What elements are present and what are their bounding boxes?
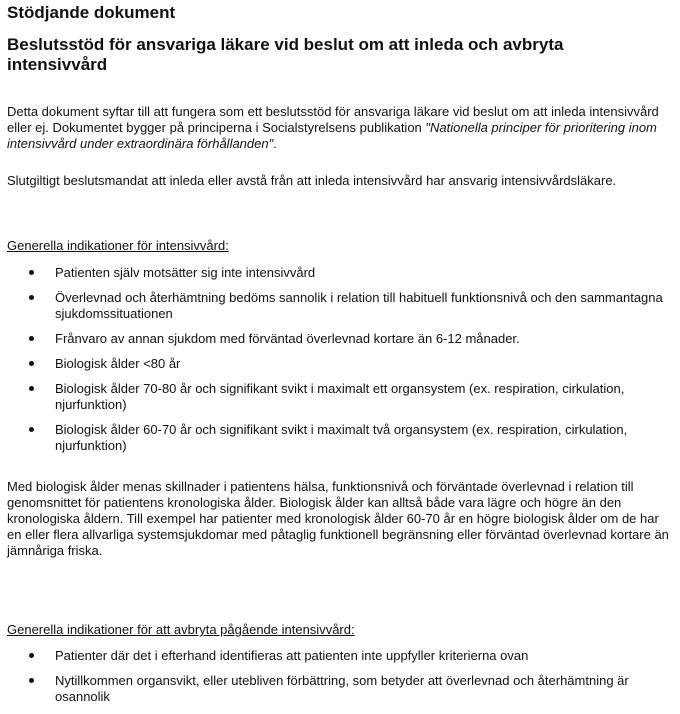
- indications-list: [7, 265, 673, 463]
- list-item: [7, 356, 673, 372]
- list-item-text: Patienten själv motsätter sig inte intensivvård: [55, 265, 316, 280]
- biological-age-paragraph: Med biologisk ålder menas skillnader i patientens hälsa, funktionsnivå och förväntade överlevnad i relation till genomsnittet för patientens kronologiska ålder. Biologisk ålder kan alltså både vara lägre och högre än den kronologiska åldern. Till exempel har patienter med kronologisk ålder 60-70 år en högre biologisk ålder om de har en eller flera allvarliga systemsjukdomar med påtaglig funktionell begränsning eller förväntad överlevnad kortare än jämnåriga friska.: [7, 479, 669, 558]
- discontinue-list: [7, 648, 673, 714]
- list-item: [7, 381, 673, 413]
- list-item-text: Frånvaro av annan sjukdom med förväntad överlevnad kortare än 6-12 månader.: [55, 331, 520, 346]
- intro-paragraph: [7, 104, 673, 152]
- list-item-text: Biologisk ålder <80 år: [55, 356, 181, 371]
- bullet-icon: [29, 270, 34, 275]
- list-item: [7, 265, 673, 281]
- section-heading-discontinue: Generella indikationer för att avbryta pågående intensivvård:: [7, 622, 355, 637]
- bullet-icon: [29, 361, 34, 366]
- document-title: Beslutsstöd för ansvariga läkare vid beslut om att inleda och avbryta intensivvård: [7, 35, 564, 74]
- list-item-text: Överlevnad och återhämtning bedöms sannolik i relation till habituell funktionsnivå och den sammantagna sjukdomssituationen: [55, 290, 663, 321]
- bullet-icon: [29, 653, 34, 658]
- list-item: [7, 422, 673, 454]
- list-item: [7, 673, 673, 705]
- intro-text: Detta dokument syftar till att fungera som ett beslutsstöd för ansvariga läkare vid beslut om att inleda intensivvård eller ej. Dokumentet bygger på principerna i Socialstyrelsens publikation: [7, 104, 659, 135]
- publication-title: "Nationella principer för prioritering inom intensivvård under extraordinära förhållanden": [7, 120, 657, 151]
- list-item-text: Biologisk ålder 60-70 år och signifikant svikt i maximalt två organsystem (ex. respiration, cirkulation, njurfunktion): [55, 422, 628, 453]
- list-item: [7, 648, 673, 664]
- list-item: [7, 290, 673, 322]
- intro-end: .: [273, 136, 277, 151]
- list-item-text: Nytillkommen organsvikt, eller utebliven förbättring, som betyder att överlevnad och återhämtning är osannolik: [55, 673, 629, 704]
- list-item: [7, 331, 673, 347]
- document-label: Stödjande dokument: [7, 3, 176, 22]
- bullet-icon: [29, 678, 34, 683]
- list-item-text: Patienter där det i efterhand identifieras att patienten inte uppfyller kriterierna ovan: [55, 648, 529, 663]
- list-item-text: Biologisk ålder 70-80 år och signifikant svikt i maximalt ett organsystem (ex. respiration, cirkulation, njurfunktion): [55, 381, 625, 412]
- bullet-icon: [29, 427, 34, 432]
- mandate-paragraph: Slutgiltigt beslutsmandat att inleda eller avstå från att inleda intensivvård har ansvarig intensivvårdsläkare.: [7, 173, 617, 188]
- bullet-icon: [29, 295, 34, 300]
- bullet-icon: [29, 336, 34, 341]
- bullet-icon: [29, 386, 34, 391]
- section-heading-indications: Generella indikationer för intensivvård:: [7, 238, 229, 253]
